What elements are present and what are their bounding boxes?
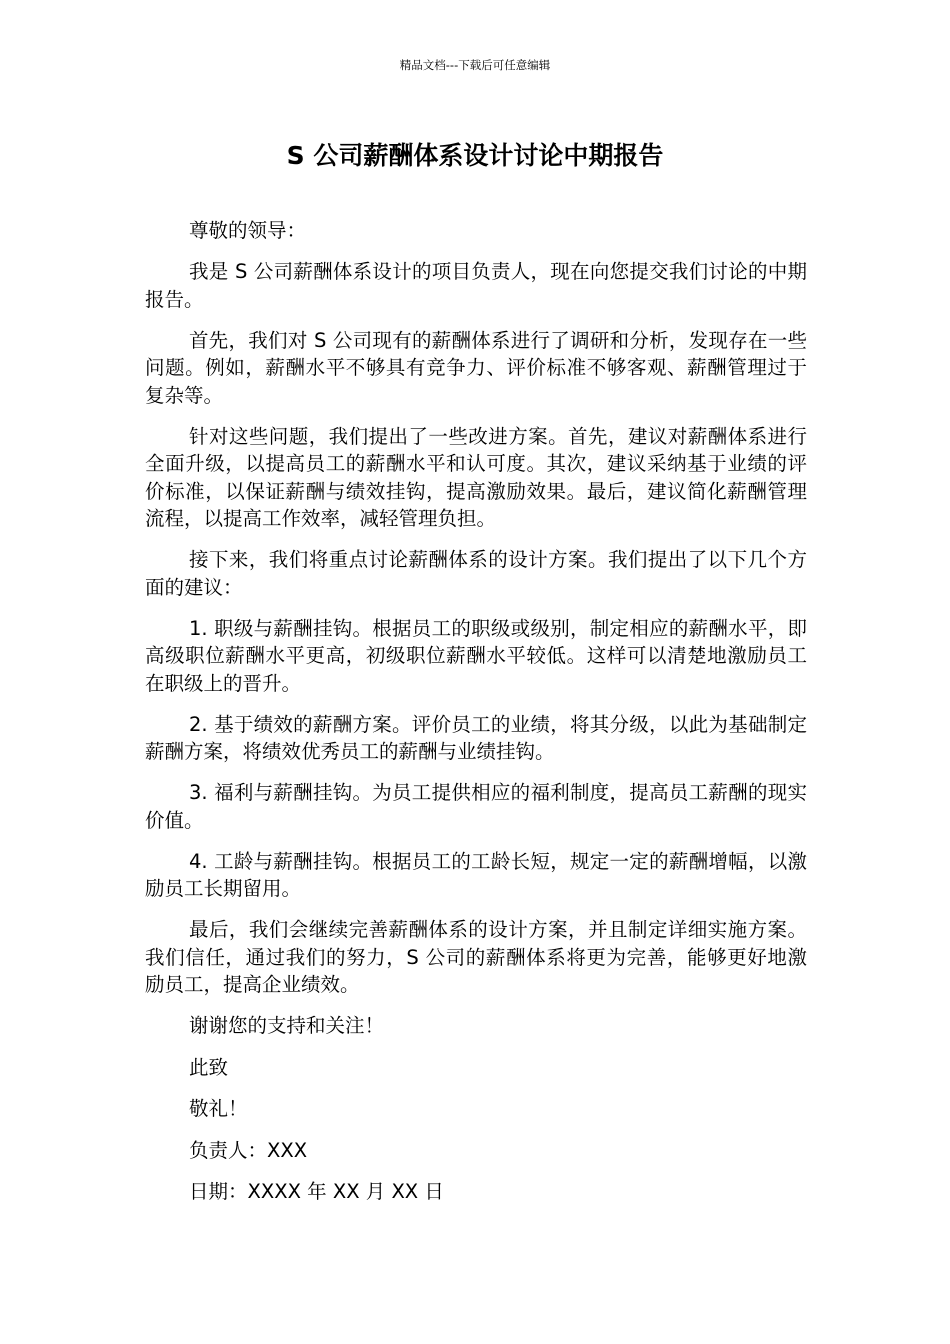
paragraph-conclusion: 最后，我们会继续完善薪酬体系的设计方案，并且制定详细实施方案。我们信任，通过我们的努力，S 公司的薪酬体系将更为完善，能够更好地激励员工，提高企业绩效。 [145,918,807,996]
paragraph-intro: 我是 S 公司薪酬体系设计的项目负责人，现在向您提交我们讨论的中期报告。 [145,260,807,311]
signer-line: 负责人：XXX [189,1138,308,1162]
salutation: 尊敬的领导： [189,219,307,242]
paragraph-design-intro: 接下来，我们将重点讨论薪酬体系的设计方案。我们提出了以下几个方面的建议： [145,548,807,599]
paragraph-suggestion-1: 1. 职级与薪酬挂钩。根据员工的职级或级别，制定相应的薪酬水平，即高级职位薪酬水平更高，初级职位薪酬水平较低。这样可以清楚地激励员工在职级上的晋升。 [145,616,807,695]
paragraph-suggestion-4: 4. 工龄与薪酬挂钩。根据员工的工龄长短，规定一定的薪酬增幅，以激励员工长期留用。 [145,849,807,900]
paragraph-findings: 首先，我们对 S 公司现有的薪酬体系进行了调研和分析，发现存在一些问题。例如，薪酬水平不够具有竞争力、评价标准不够客观、薪酬管理过于复杂等。 [145,328,807,407]
paragraph-improvements: 针对这些问题，我们提出了一些改进方案。首先，建议对薪酬体系进行全面升级，以提高员工的薪酬水平和认可度。其次，建议采纳基于业绩的评价标准，以保证薪酬与绩效挂钩，提高激励效果。最后，建议简化薪酬管理流程，以提高工作效率，减轻管理负担。 [145,424,807,530]
closing-line-1: 此致 [189,1055,229,1079]
paragraph-suggestion-3: 3. 福利与薪酬挂钩。为员工提供相应的福利制度，提高员工薪酬的现实价值。 [145,781,807,832]
document-body [145,217,807,1220]
thanks-line: 谢谢您的支持和关注！ [189,1014,385,1037]
document-title: S 公司薪酬体系设计讨论中期报告 [286,141,664,170]
date-line: 日期：XXXX 年 XX 月 XX 日 [189,1180,444,1203]
page-header-note: 精品文档---下载后可任意编辑 [399,58,551,72]
closing-line-2: 敬礼！ [189,1097,248,1120]
paragraph-suggestion-2: 2. 基于绩效的薪酬方案。评价员工的业绩，将其分级，以此为基础制定薪酬方案，将绩效优秀员工的薪酬与业绩挂钩。 [145,712,807,763]
